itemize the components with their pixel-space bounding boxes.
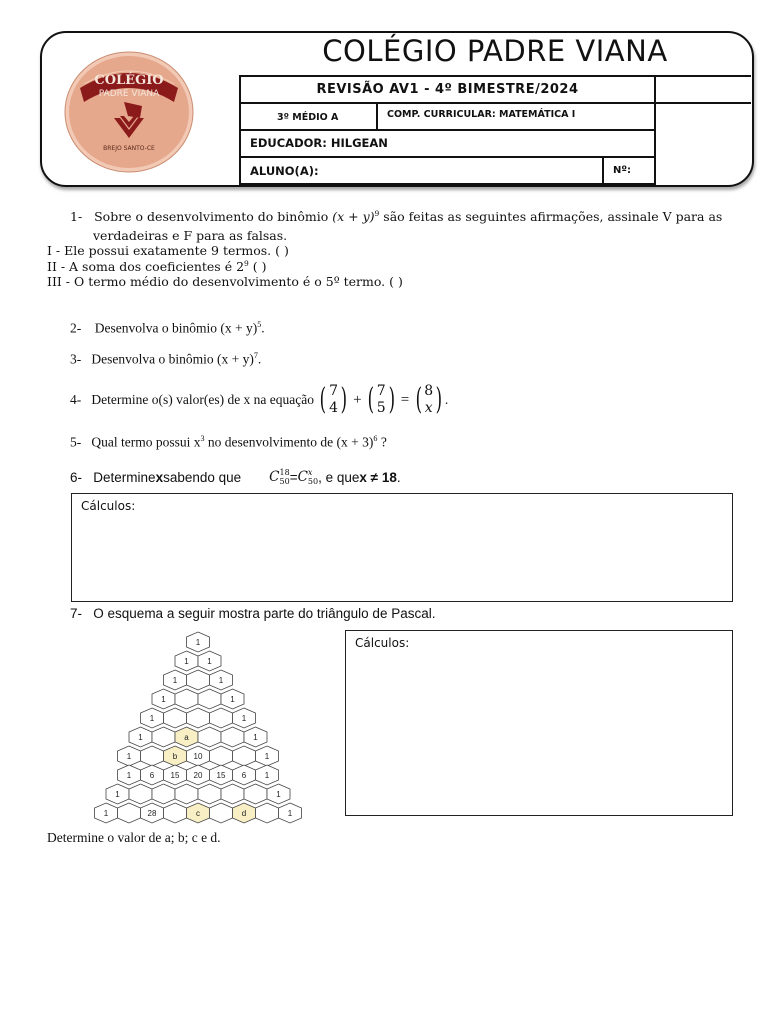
pascal-value: 6 [241, 771, 247, 780]
pascal-cell [118, 803, 141, 823]
student-label: ALUNO(A): [250, 164, 319, 178]
calc-label: Cálculos: [81, 499, 136, 513]
q5: 5- Qual termo possui $x^3$ no desenvolvimento de $(x + 3)^6$ ? [70, 434, 387, 450]
binomial-7-5: ( 7 5 ) [367, 382, 395, 417]
pascal-value: 1 [115, 790, 120, 799]
pascal-value: 1 [149, 714, 155, 723]
q1-item-i: I - Ele possui exatamente 9 termos. ( ) [47, 243, 289, 258]
pascal-value: 1 [287, 809, 293, 818]
pascal-value: 20 [193, 771, 203, 780]
school-logo [62, 50, 196, 174]
pascal-cell [244, 784, 267, 804]
pascal-value: 1 [207, 657, 212, 666]
q7: 7- O esquema a seguir mostra parte do triângulo de Pascal. [70, 606, 436, 621]
pascal-cell [210, 708, 233, 728]
q3: 3- Desenvolva o binômio $(x + y)^7$. [70, 351, 262, 367]
subject-label: COMP. CURRICULAR: MATEMÁTICA I [387, 109, 576, 120]
pascal-cell [256, 803, 279, 823]
number-cell [602, 156, 656, 185]
pascal-cell [221, 727, 244, 747]
student-cell [239, 156, 604, 185]
title-side-cell [654, 75, 751, 104]
pascal-value: 1 [126, 752, 132, 761]
pascal-cell [210, 746, 233, 766]
title-cell [239, 75, 656, 104]
pascal-cell [210, 803, 233, 823]
pascal-value: 1 [161, 695, 166, 704]
q6: 6- Determine x sabendo que C 18 50 = C x 50 , e que x ≠ 18 . [70, 468, 401, 486]
calc-box-q7[interactable] [345, 630, 733, 816]
pascal-value: 1 [218, 676, 224, 685]
q4: 4- Determine o(s) valor(es) de x na equação ( 7 4 ) + ( 7 5 ) = ( 8 x ) . [70, 382, 449, 417]
pascal-value: 1 [126, 771, 132, 780]
exam-title: REVISÃO AV1 - 4º BIMESTRE/2024 [316, 82, 579, 97]
pascal-value: 1 [241, 714, 247, 723]
educator-cell [239, 129, 656, 158]
q2: 2- Desenvolva o binômio $(x + y)^5$. [70, 320, 265, 336]
logo-middle-text: PADRE VIANA [98, 89, 160, 99]
educator-label: EDUCADOR: HILGEAN [250, 136, 388, 150]
pascal-value: 1 [103, 809, 109, 818]
final-instruction: Determine o valor de a; b; c e d. [47, 830, 221, 845]
q1-line2: verdadeiras e F para as falsas. [93, 228, 288, 243]
binomial-7-4: ( 7 4 ) [320, 382, 348, 417]
calc-label: Cálculos: [355, 636, 410, 650]
calc-box-q6[interactable] [71, 493, 733, 602]
number-label: Nº: [613, 165, 632, 176]
pascal-cell [198, 784, 221, 804]
pascal-value: 1 [264, 771, 270, 780]
pascal-cell [198, 727, 221, 747]
pascal-value: 6 [149, 771, 155, 780]
pascal-cell [164, 708, 187, 728]
school-name: COLÉGIO PADRE VIANA [322, 34, 668, 68]
pascal-value: 28 [147, 809, 157, 818]
pascal-cell [175, 689, 198, 709]
pascal-cell [221, 784, 244, 804]
pascal-value: b [172, 752, 178, 761]
binomial-8-x: ( 8 x ) [415, 382, 443, 417]
pascal-value: a [184, 733, 189, 742]
pascal-value: 10 [193, 752, 203, 761]
pascal-cell [187, 670, 210, 690]
pascal-triangle [90, 628, 306, 818]
logo-top-text: COLÉGIO [94, 73, 164, 88]
pascal-cell [129, 784, 152, 804]
q1-item-ii: II - A soma dos coeficientes é $2^9$ ( ) [47, 259, 267, 275]
grade-cell [239, 102, 378, 131]
q1-item-iii: III - O termo médio do desenvolvimento é o 5º termo. ( ) [47, 274, 403, 289]
side-vertical-line [654, 102, 656, 185]
logo-bottom-text: BREJO SANTO-CE [103, 145, 155, 152]
pascal-value: 1 [195, 638, 201, 647]
pascal-value: 1 [172, 676, 178, 685]
pascal-value: 1 [276, 790, 281, 799]
pascal-cell [233, 746, 256, 766]
pascal-cell [152, 727, 175, 747]
pascal-value: 15 [170, 771, 180, 780]
subject-cell [376, 102, 656, 131]
pascal-value: 15 [216, 771, 226, 780]
pascal-value: 1 [230, 695, 235, 704]
pascal-cell [187, 708, 210, 728]
pascal-cell [141, 746, 164, 766]
pascal-value: d [241, 809, 247, 818]
pascal-value: c [196, 809, 200, 818]
pascal-value: 1 [253, 733, 258, 742]
pascal-value: 1 [264, 752, 270, 761]
pascal-value: 1 [138, 733, 143, 742]
pascal-value: 1 [184, 657, 189, 666]
grade-label: 3º MÉDIO A [277, 112, 339, 123]
pascal-cell [164, 803, 187, 823]
pascal-cell [152, 784, 175, 804]
q1-line1: 1- Sobre o desenvolvimento do binômio $(x + y)^9$ são feitas as seguintes afirmações, assinale V para as [70, 209, 723, 225]
pascal-cell [198, 689, 221, 709]
pascal-cell [175, 784, 198, 804]
